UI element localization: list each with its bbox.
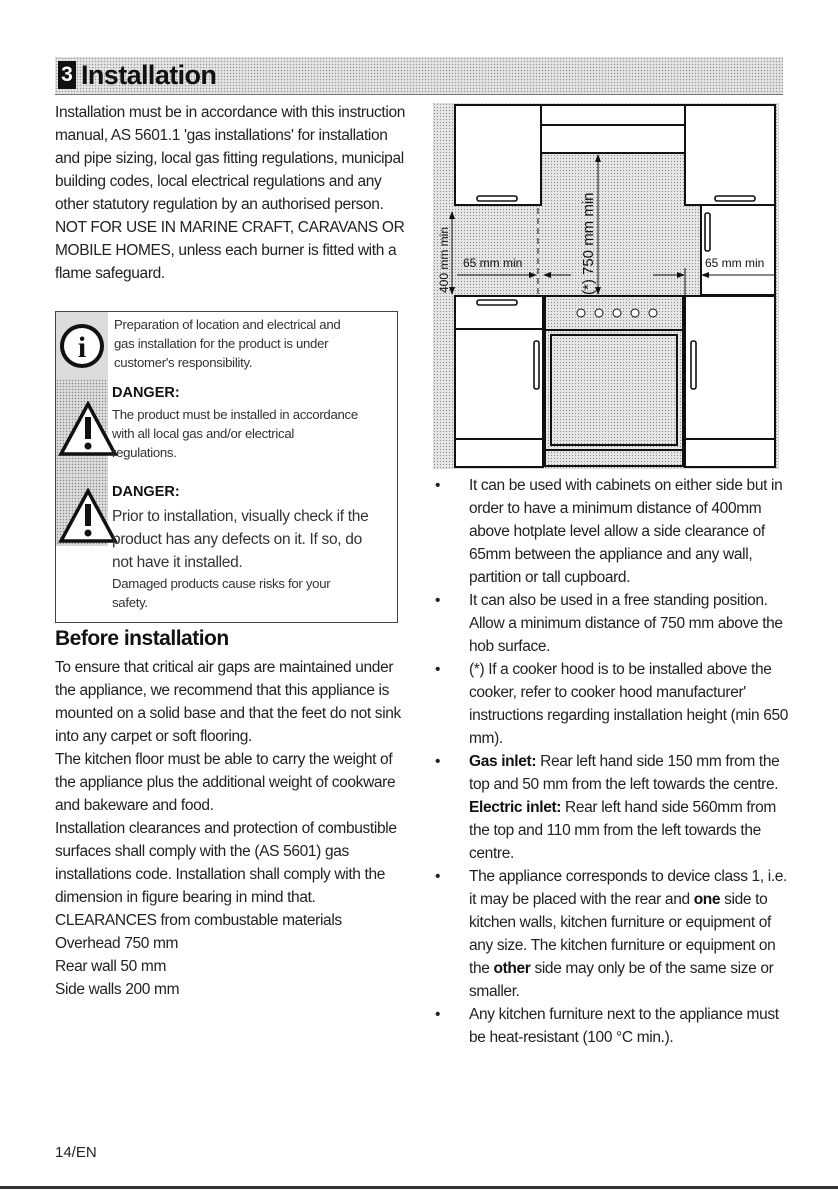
dim-400-label: 400 mm min	[437, 226, 451, 293]
before-installation-title: Before installation	[55, 627, 229, 650]
bullet-marker: •	[435, 661, 441, 678]
danger-notice-1	[55, 379, 398, 477]
before-paragraph-1: To ensure that critical air gaps are maintained under the appliance, we recommend that this appliance is mounted on a solid base and that the feet do not sink into any carpet or soft flooring.	[55, 659, 401, 745]
danger-title: DANGER:	[112, 484, 180, 500]
info-icon	[56, 312, 108, 380]
bullet-marker: •	[435, 592, 441, 609]
info-line-2: gas installation for the product is under	[114, 336, 329, 351]
bottom-rule	[0, 1186, 838, 1189]
warning-triangle-icon	[58, 488, 118, 544]
lower-right-cabinet	[685, 296, 775, 439]
danger1-line-2: with all local gas and/or electrical	[112, 426, 294, 441]
gas-inlet-label: Gas inlet:	[469, 753, 537, 770]
installation-bullet-list	[433, 474, 793, 1049]
electric-inlet-label: Electric inlet:	[469, 799, 562, 816]
list-item: • It can be used with cabinets on either side but in order to have a minimum distance of 400mm above hotplate level allow a side clearance of 65mm between the appliance and any wall, partition or tall cupboard.	[433, 474, 793, 589]
page-number: 14/EN	[55, 1144, 97, 1161]
danger-title: DANGER:	[112, 385, 180, 401]
bullet-marker: •	[435, 868, 441, 885]
dim-65-left-label: 65 mm min	[463, 256, 523, 270]
section-title: Installation	[81, 60, 217, 90]
bullet-marker: •	[435, 477, 441, 494]
warning-triangle-icon	[58, 401, 118, 457]
section-number: 3	[58, 61, 76, 89]
clearances-heading: CLEARANCES from combustable materials	[55, 912, 342, 929]
before-paragraph-2: The kitchen floor must be able to carry the weight of the appliance plus the additional weight of cookware and bakeware and food.	[55, 751, 396, 814]
upper-left-cabinet	[455, 105, 541, 205]
before-installation-body	[55, 656, 405, 1001]
danger1-line-3: regulations.	[112, 445, 177, 460]
tall-cupboard	[701, 205, 775, 295]
svg-text:i: i	[77, 331, 87, 364]
info-notice	[55, 311, 398, 381]
danger2-small-2: safety.	[112, 595, 148, 610]
danger1-line-1: The product must be installed in accordance	[112, 407, 358, 422]
before-paragraph-3: Installation clearances and protection of combustible surfaces shall comply with the (AS 5601) gas installations code. Installation shall comply with the dimension in figure bearing in mind that.	[55, 820, 397, 906]
dim-65-right-label: 65 mm min	[705, 256, 765, 270]
warning-paragraph: NOT FOR USE IN MARINE CRAFT, CARAVANS OR MOBILE HOMES, unless each burner is fitted with a flame safeguard.	[55, 219, 405, 282]
clearance-overhead: Overhead 750 mm	[55, 935, 179, 952]
danger-notice-2	[55, 476, 398, 623]
installation-clearance-diagram	[433, 103, 779, 469]
dim-750-label: (*) 750 mm min	[580, 192, 597, 295]
list-item: • It can also be used in a free standing position. Allow a minimum distance of 750 mm above the hob surface.	[433, 589, 793, 658]
cooker-hood	[541, 125, 685, 153]
clearance-rear-wall: Rear wall 50 mm	[55, 958, 167, 975]
clearance-side-walls: Side walls 200 mm	[55, 981, 180, 998]
list-item: • (*) If a cooker hood is to be installed above the cooker, refer to cooker hood manufacturer' instructions regarding installation height (min 650 mm).	[433, 658, 793, 750]
list-item: • The appliance corresponds to device class 1, i.e. it may be placed with the rear and one side to kitchen walls, kitchen furniture or equipment of any size. The kitchen furniture or equipment on the other side may only be of the same size or smaller.	[433, 865, 793, 1003]
danger2-small-1: Damaged products cause risks for your	[112, 576, 331, 591]
upper-middle-cabinet	[541, 105, 685, 125]
bullet-marker: •	[435, 753, 441, 770]
info-line-1: Preparation of location and electrical and	[114, 317, 341, 332]
danger2-line-2: product has any defects on it. If so, do	[112, 531, 362, 548]
intro-paragraph: Installation must be in accordance with this instruction manual, AS 5601.1 'gas installations' for installation and pipe sizing, local gas fitting regulations, municipal building codes, local electrical regulations and any other statutory regulation by an authorised person.	[55, 104, 406, 213]
intro-block	[55, 101, 405, 285]
bullet-marker: •	[435, 1006, 441, 1023]
list-item: • Any kitchen furniture next to the appliance must be heat-resistant (100 °C min.).	[433, 1003, 793, 1049]
cooker	[545, 296, 683, 466]
section-header	[55, 57, 783, 95]
danger2-line-1: Prior to installation, visually check if the	[112, 508, 369, 525]
info-line-3: customer's responsibility.	[114, 355, 253, 370]
upper-right-cabinet	[685, 105, 775, 205]
danger2-line-3: not have it installed.	[112, 554, 243, 571]
list-item: • Gas inlet: Rear left hand side 150 mm from the top and 50 mm from the left towards the centre. Electric inlet: Rear left hand side 560mm from the top and 110 mm from the left towards the centre.	[433, 750, 793, 865]
